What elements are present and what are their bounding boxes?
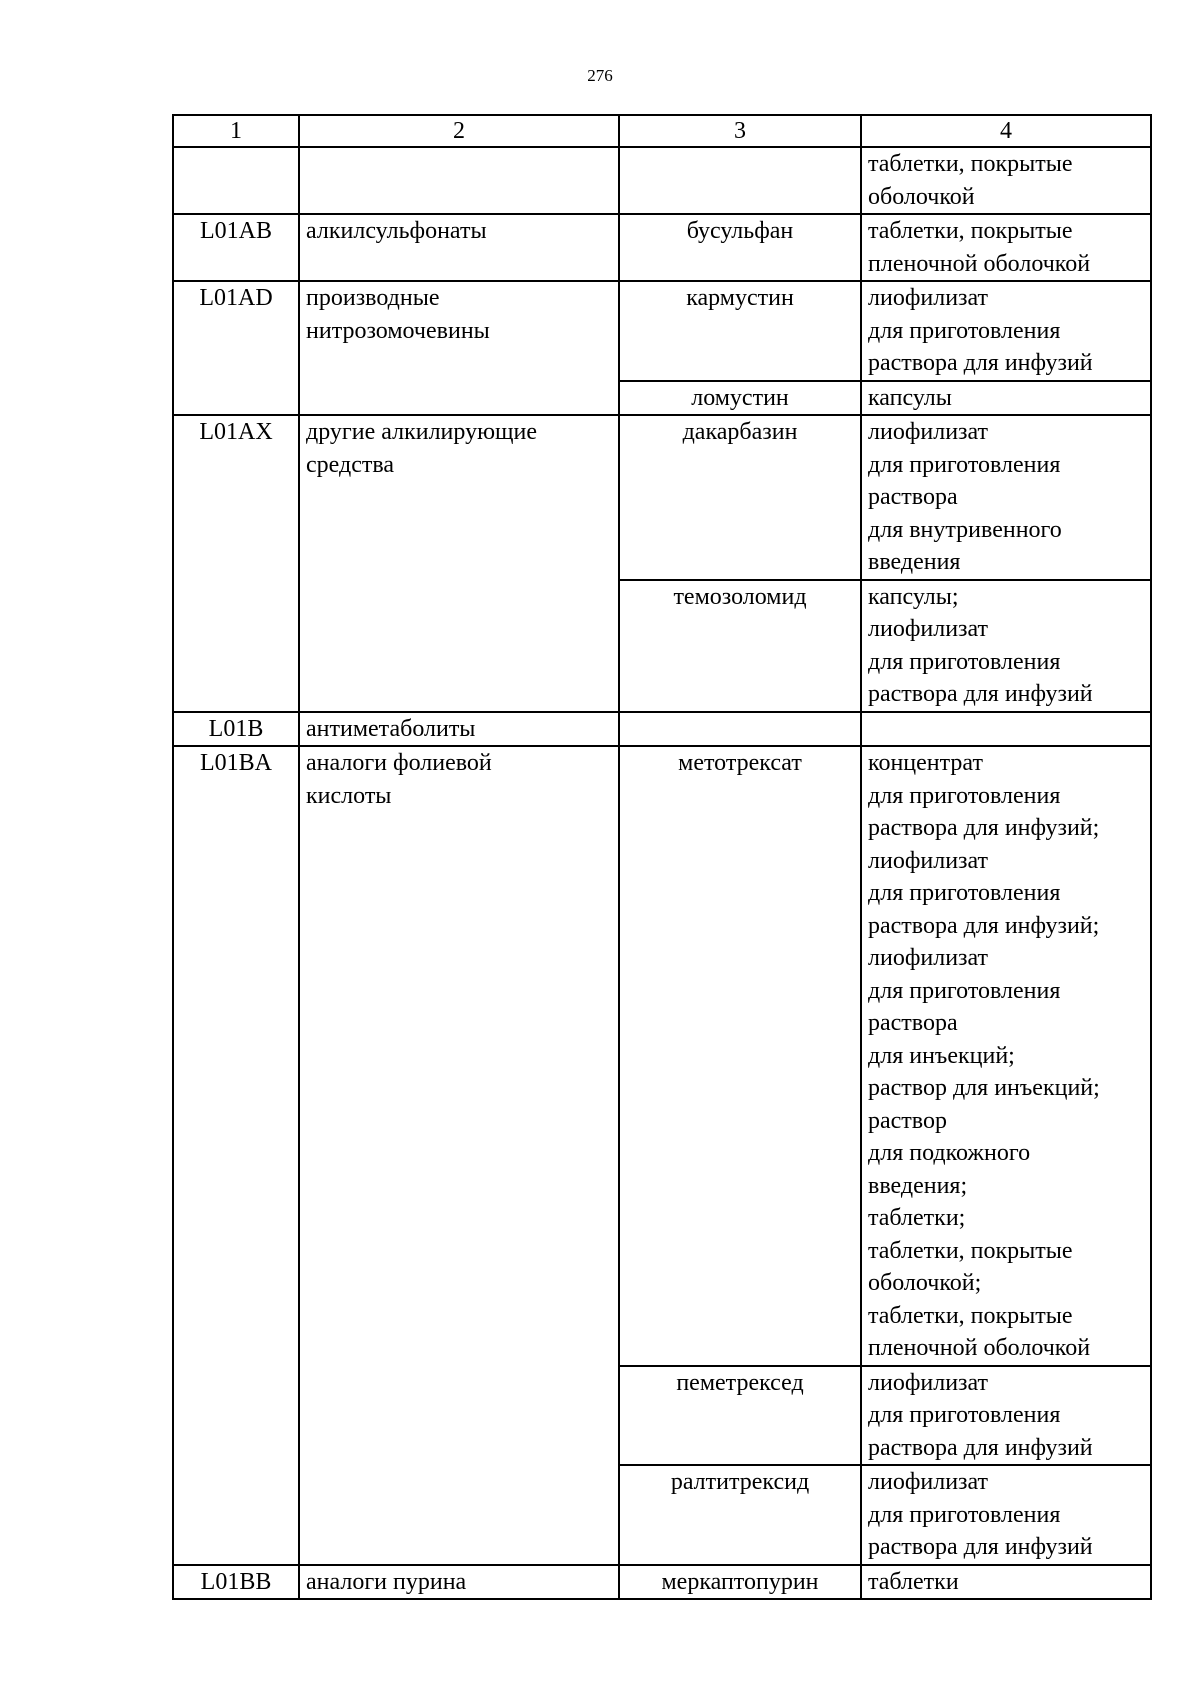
group-name-line: средства xyxy=(306,451,395,478)
group-name-cell xyxy=(299,1565,619,1600)
dosage-form-cell xyxy=(861,580,1151,712)
dosage-form-line: для приготовления xyxy=(868,977,1061,1004)
dosage-form-line: таблетки, покрытые xyxy=(868,1302,1073,1329)
atc-code-cell: L01AX xyxy=(173,415,299,712)
drug-name-cell: ломустин xyxy=(619,381,861,416)
dosage-form-line: таблетки, покрытые xyxy=(868,1237,1073,1264)
dosage-form-line: лиофилизат xyxy=(868,1469,989,1495)
dosage-form-line: капсулы; xyxy=(868,583,959,610)
dosage-form-line: оболочкой; xyxy=(868,1270,982,1296)
dosage-form-line: для внутривенного xyxy=(868,516,1062,543)
group-name-cell xyxy=(299,281,619,415)
group-name-cell xyxy=(299,712,619,747)
dosage-form-line: раствора для инфузий; xyxy=(868,912,1100,939)
dosage-form-cell xyxy=(861,712,1151,747)
group-name-line: аналоги фолиевой xyxy=(306,750,492,776)
column-header-4: 4 xyxy=(861,115,1151,147)
dosage-form-line: для приготовления xyxy=(868,1402,1061,1428)
column-header-3: 3 xyxy=(619,115,861,147)
drug-name-cell xyxy=(619,712,861,747)
dosage-form-line: лиофилизат xyxy=(868,847,989,874)
column-header-2: 2 xyxy=(299,115,619,147)
dosage-form-line: пленочной оболочкой xyxy=(868,1335,1091,1361)
dosage-form-line: для приготовления xyxy=(868,648,1061,675)
drug-name-cell: пеметрексед xyxy=(619,1366,861,1466)
dosage-form-cell xyxy=(861,214,1151,281)
dosage-form-line: раствора для инфузий xyxy=(868,350,1093,376)
group-name-cell xyxy=(299,214,619,281)
table-row xyxy=(173,214,1151,281)
dosage-form-cell xyxy=(861,1366,1151,1466)
table-row xyxy=(173,746,1151,1366)
group-name-cell xyxy=(299,746,619,1565)
dosage-form-cell xyxy=(861,415,1151,580)
dosage-form-line: таблетки, покрытые xyxy=(868,151,1073,177)
drug-name-cell: ралтитрексид xyxy=(619,1465,861,1565)
column-header-1: 1 xyxy=(173,115,299,147)
atc-code-cell: L01BB xyxy=(173,1565,299,1600)
group-name-line: антиметаболиты xyxy=(306,715,476,742)
dosage-form-line: лиофилизат xyxy=(868,945,989,971)
dosage-form-line: раствора xyxy=(868,1010,958,1036)
atc-code-cell: L01BA xyxy=(173,746,299,1565)
drug-name-cell: бусульфан xyxy=(619,214,861,281)
page-number: 276 xyxy=(587,66,613,85)
dosage-form-line: для приготовления xyxy=(868,451,1061,478)
dosage-form-cell xyxy=(861,746,1151,1366)
dosage-form-line: раствор для инъекций; xyxy=(868,1075,1100,1101)
dosage-form-line: раствора для инфузий; xyxy=(868,815,1100,841)
dosage-form-cell xyxy=(861,147,1151,214)
table-row xyxy=(173,415,1151,580)
dosage-form-line: для приготовления xyxy=(868,1501,1061,1528)
dosage-form-line: для приготовления xyxy=(868,880,1061,906)
dosage-form-line: лиофилизат xyxy=(868,419,989,445)
dosage-form-line: лиофилизат xyxy=(868,1369,989,1396)
drug-name-cell xyxy=(619,147,861,214)
group-name-line: производные xyxy=(306,285,440,311)
drug-name-cell: метотрексат xyxy=(619,746,861,1366)
dosage-form-line: для подкожного xyxy=(868,1140,1031,1166)
dosage-form-cell xyxy=(861,1565,1151,1600)
group-name-line: аналоги пурина xyxy=(306,1568,467,1595)
dosage-form-cell xyxy=(861,381,1151,416)
drug-name-cell: меркаптопурин xyxy=(619,1565,861,1600)
dosage-form-line: раствора для инфузий xyxy=(868,681,1093,707)
table-row xyxy=(173,281,1151,381)
dosage-form-cell xyxy=(861,1465,1151,1565)
group-name-line: кислоты xyxy=(306,782,392,809)
dosage-form-line: раствора для инфузий xyxy=(868,1534,1093,1560)
group-name-line: другие алкилирующие xyxy=(306,419,537,445)
dosage-form-line: лиофилизат xyxy=(868,285,989,311)
drug-name-cell: кармустин xyxy=(619,281,861,381)
dosage-form-line: введения; xyxy=(868,1172,968,1199)
atc-code-cell: L01B xyxy=(173,712,299,747)
drug-name-cell: дакарбазин xyxy=(619,415,861,580)
dosage-form-line: оболочкой xyxy=(868,183,975,210)
dosage-form-line: таблетки; xyxy=(868,1205,966,1231)
atc-code-cell: L01AB xyxy=(173,214,299,281)
group-name-cell xyxy=(299,147,619,214)
dosage-form-line: для приготовления xyxy=(868,317,1061,344)
dosage-form-line: таблетки xyxy=(868,1568,959,1595)
atc-code-cell xyxy=(173,147,299,214)
group-name-line: алкилсульфонаты xyxy=(306,218,487,244)
table-row xyxy=(173,147,1151,214)
table-row xyxy=(173,712,1151,747)
group-name-line: нитрозомочевины xyxy=(306,317,490,344)
dosage-form-line: концентрат xyxy=(868,750,983,776)
dosage-form-line: для инъекций; xyxy=(868,1042,1015,1069)
table-row xyxy=(173,1565,1151,1600)
dosage-form-line: для приготовления xyxy=(868,782,1061,809)
dosage-form-line: капсулы xyxy=(868,384,952,411)
dosage-form-line: раствора для инфузий xyxy=(868,1434,1093,1461)
dosage-form-line: введения xyxy=(868,549,961,575)
group-name-cell xyxy=(299,415,619,712)
table-header-row xyxy=(173,115,1151,147)
atc-code-cell: L01AD xyxy=(173,281,299,415)
dosage-form-line: таблетки, покрытые xyxy=(868,218,1073,244)
dosage-form-line: раствора xyxy=(868,484,958,510)
drug-name-cell: темозоломид xyxy=(619,580,861,712)
dosage-form-line: пленочной оболочкой xyxy=(868,250,1091,277)
dosage-form-line: раствор xyxy=(868,1107,947,1134)
drug-table xyxy=(172,114,1152,1600)
dosage-form-line: лиофилизат xyxy=(868,616,989,642)
dosage-form-cell xyxy=(861,281,1151,381)
